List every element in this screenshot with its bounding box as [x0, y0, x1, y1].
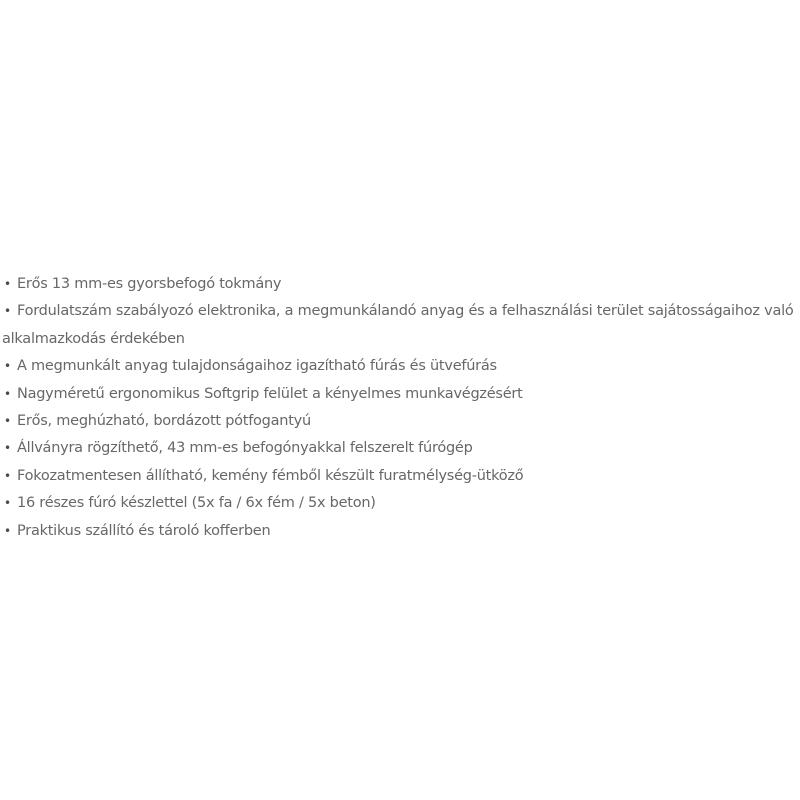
bullet-icon: •	[4, 277, 12, 291]
bullet-icon: •	[4, 386, 12, 401]
bullet-icon: •	[4, 414, 12, 429]
list-item-text: Fokozatmentesen állítható, kemény fémből készült furatmélység-ütköző	[17, 467, 524, 484]
bullet-icon: •	[4, 496, 12, 511]
list-item	[2, 518, 800, 545]
list-item	[2, 435, 800, 462]
list-item	[2, 353, 800, 380]
list-item-text: Fordulatszám szabályozó elektronika, a megmunkálandó anyag és a felhasználási terület sajátosságaihoz való alkalmazkodás érdekében	[2, 303, 794, 347]
list-item	[2, 408, 800, 435]
bullet-icon: •	[4, 441, 12, 456]
list-item	[2, 271, 800, 298]
list-item-text: Állványra rögzíthető, 43 mm-es befogónyakkal felszerelt fúrógép	[17, 440, 473, 457]
list-item	[2, 298, 800, 353]
bullet-icon: •	[4, 304, 12, 319]
list-item-text: Erős, meghúzható, bordázott pótfogantyú	[17, 413, 311, 430]
list-item	[2, 490, 800, 517]
list-item-text: Praktikus szállító és tároló kofferben	[17, 522, 271, 539]
list-item	[2, 381, 800, 408]
list-item-text: A megmunkált anyag tulajdonságaihoz igazítható fúrás és ütvefúrás	[17, 358, 497, 375]
list-item-text: Nagyméretű ergonomikus Softgrip felület a kényelmes munkavégzésért	[17, 385, 523, 402]
list-item-text: 16 részes fúró készlettel (5x fa / 6x fém / 5x beton)	[17, 495, 376, 512]
bullet-icon: •	[4, 468, 12, 483]
list-item-text: Erős 13 mm-es gyorsbefogó tokmány	[17, 276, 282, 292]
feature-list	[2, 271, 800, 545]
bullet-icon: •	[4, 523, 12, 538]
bullet-icon: •	[4, 359, 12, 374]
list-item	[2, 463, 800, 490]
